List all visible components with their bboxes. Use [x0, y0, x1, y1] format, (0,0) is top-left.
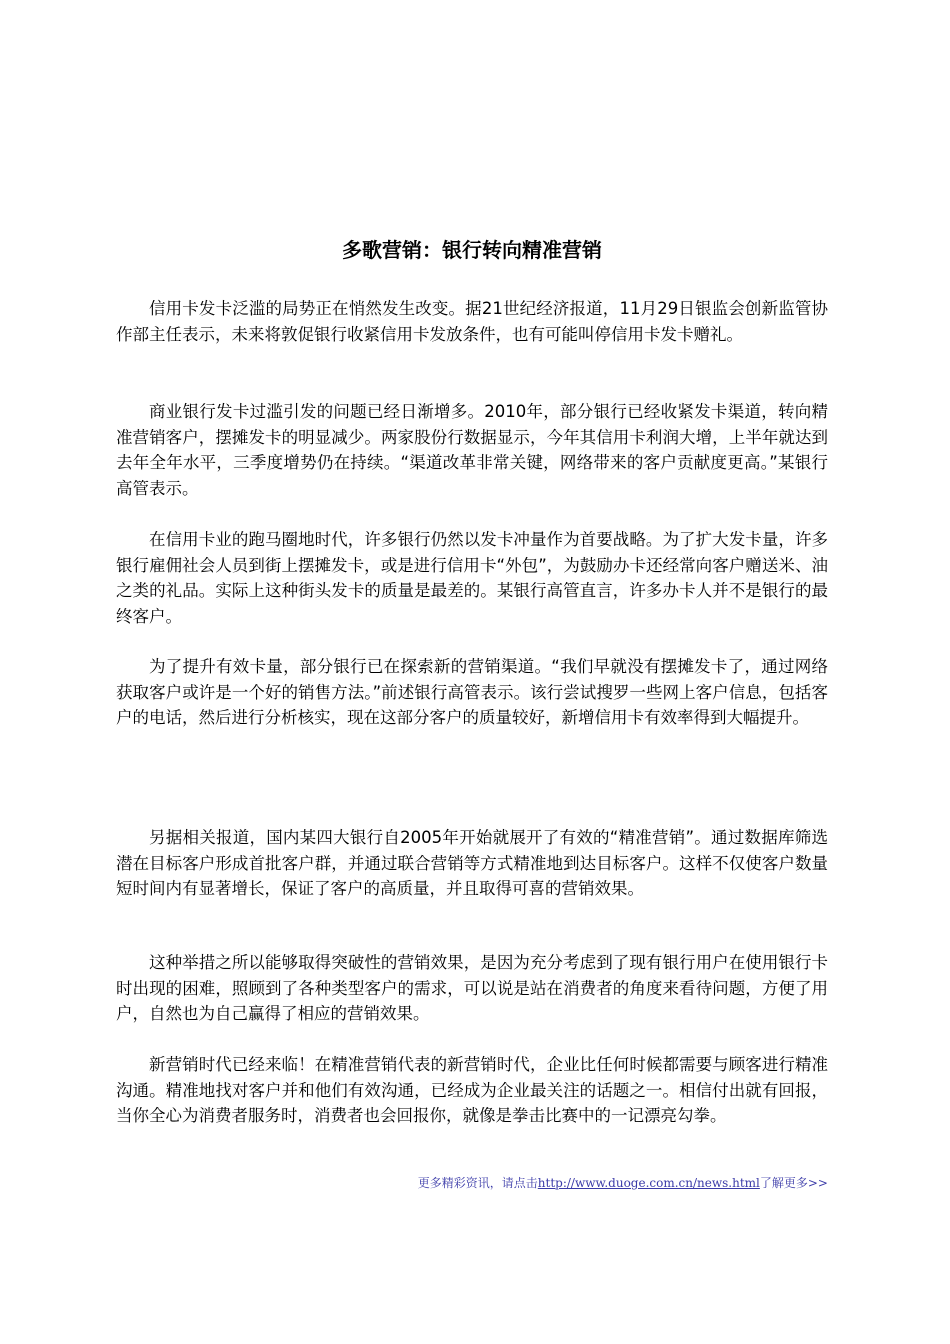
paragraph-3: 在信用卡业的跑马圈地时代，许多银行仍然以发卡冲量作为首要战略。为了扩大发卡量，许多银行雇佣社会人员到街上摆摊发卡，或是进行信用卡“外包”，为鼓励办卡还经常向客户赠送米、油之类的礼品。实际上这种街头发卡的质量是最差的。某银行高管直言，许多办卡人并不是银行的最终客户。: [116, 530, 828, 626]
paragraph-2: 商业银行发卡过滥引发的问题已经日渐增多。2010年，部分银行已经收紧发卡渠道，转向精准营销客户，摆摊发卡的明显减少。两家股份行数据显示，今年其信用卡利润大增，上半年就达到去年全年水平，三季度增势仍在持续。“渠道改革非常关键，网络带来的客户贡献度更高。”某银行高管表示。: [116, 402, 828, 498]
footer-prefix: 更多精彩资讯，请点击: [417, 1176, 538, 1190]
paragraph-1: 信用卡发卡泛滥的局势正在悄然发生改变。据21世纪经济报道，11月29日银监会创新监管协作部主任表示，未来将敦促银行收紧信用卡发放条件，也有可能叫停信用卡发卡赠礼。: [116, 299, 828, 344]
footer-suffix: 了解更多>>: [759, 1176, 828, 1190]
paragraph-6: 这种举措之所以能够取得突破性的营销效果，是因为充分考虑到了现有银行用户在使用银行卡时出现的困难，照顾到了各种类型客户的需求，可以说是站在消费者的角度来看待问题，方便了用户，自然也为自己赢得了相应的营销效果。: [116, 953, 828, 1023]
article-title: 多歌营销：银行转向精准营销: [342, 238, 602, 262]
document-page: [116, 0, 828, 1344]
paragraph-4: 为了提升有效卡量，部分银行已在探索新的营销渠道。“我们早就没有摆摊发卡了，通过网络获取客户或许是一个好的销售方法。”前述银行高管表示。该行尝试搜罗一些网上客户信息，包括客户的电话，然后进行分析核实，现在这部分客户的质量较好，新增信用卡有效率得到大幅提升。: [116, 657, 828, 727]
footer-more-info: [418, 1175, 828, 1191]
paragraph-5: 另据相关报道，国内某四大银行自2005年开始就展开了有效的“精准营销”。通过数据库筛选潜在目标客户形成首批客户群，并通过联合营销等方式精准地到达目标客户。这样不仅使客户数量短时间内有显著增长，保证了客户的高质量，并且取得可喜的营销效果。: [116, 828, 828, 898]
news-link[interactable]: http://www.duoge.com.cn/news.html: [537, 1176, 760, 1190]
paragraph-7: 新营销时代已经来临！在精准营销代表的新营销时代，企业比任何时候都需要与顾客进行精准沟通。精准地找对客户并和他们有效沟通，已经成为企业最关注的话题之一。相信付出就有回报，当你全心为消费者服务时，消费者也会回报你，就像是拳击比赛中的一记漂亮勾拳。: [116, 1055, 828, 1125]
